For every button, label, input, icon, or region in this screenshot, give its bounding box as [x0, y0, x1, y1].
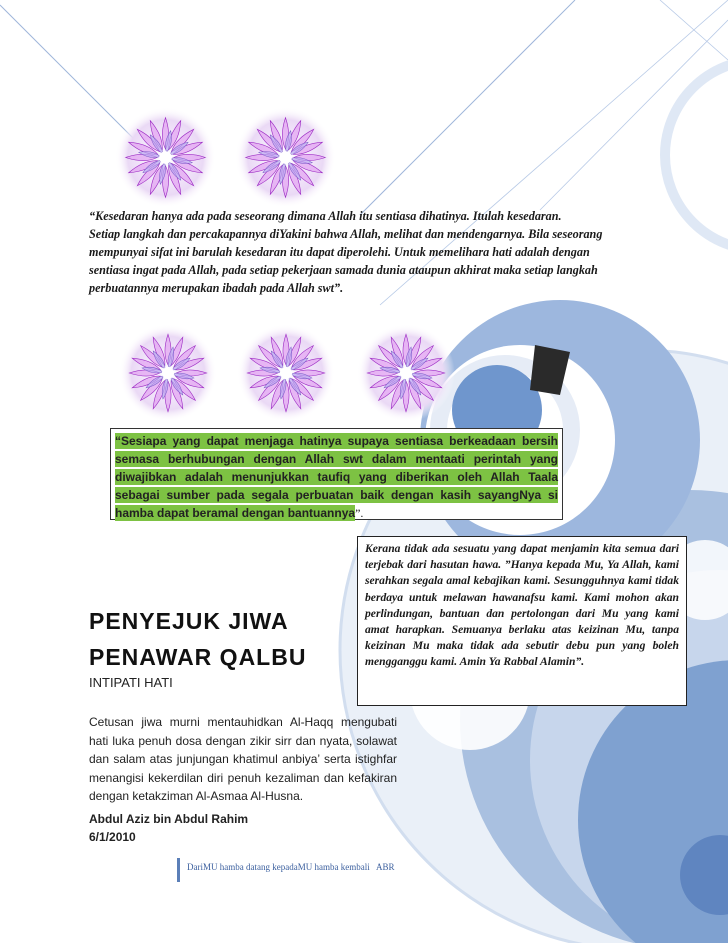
author-block	[89, 810, 248, 846]
title-line-1: PENYEJUK JIWA	[89, 608, 289, 634]
footer-text: DariMU hamba datang kepadaMU hamba kembali ABR	[187, 862, 395, 872]
top-quote-line-2: Setiap langkah dan percakapannya diYakini bahwa Allah, melihat dan mendengarnya. Bila seseorang mempunyai sifat ini barulah kesedaran itu dapat diperolehi. Untuk memelihara hati adalah dengan sentiasa ingat pada Allah, pada setiap pekerjaan samada dunia ataupun akhirat maka setiap langkah perbuatannya merupakan ibadah pada Allah swt”.	[89, 227, 603, 295]
flower-ornament	[355, 322, 457, 424]
flower-ornament	[233, 105, 338, 210]
author-name: Abdul Aziz bin Abdul Rahim	[89, 812, 249, 826]
highlighted-quote-text: “Sesiapa yang dapat menjaga hatinya supaya sentiasa berkeadaan bersih semasa berhubungan dengan Allah swt dalam mentaati perintah yang diwajibkan adalah menunjukkan taufiq yang diberikan oleh Allah Taala sebagai sumber pada segala perbuatan baik dengan kasih sayangNya si hamba dapat beramal dengan bantuannya	[115, 434, 558, 520]
page-subtitle: INTIPATI HATI	[89, 675, 173, 690]
footer-divider	[177, 858, 180, 882]
side-quote-box: Kerana tidak ada sesuatu yang dapat menjamin kita semua dari terjebak dari hasutan hawa. ”Hanya kepada Mu, Ya Allah, kami serahkan segala amal kebajikan kami. Sesungguhnya kami tidak berdaya untuk melawan hawanafsu kami. Kami mohon akan perlindungan, bantuan dan pertolongan dari Mu yang kami amat harapkan. Semuanya berlaku atas keizinan Mu, tanpa keizinan Mu maka tidak ada sebutir debu pun yang boleh mengganggu kami. Amin Ya Rabbal Alamin”.	[357, 536, 687, 706]
highlighted-quote	[115, 432, 558, 522]
flower-ornament	[235, 322, 337, 424]
description: Cetusan jiwa murni mentauhidkan Al-Haqq mengubati hati luka penuh dosa dengan zikir sirr dan nyata, solawat dan salam atas junjungan khatimul anbiya’ serta istighfar menangisi kekerdilan diri penuh kezaliman dan kefakiran dengan ketakziman Al-Asmaa Al-Husna.	[89, 715, 397, 803]
page-title	[89, 603, 359, 675]
top-quote-line-1: “Kesedaran hanya ada pada seseorang dimana Allah itu sentiasa dihatinya. Itulah kesedaran.	[89, 209, 562, 223]
flower-ornament	[117, 322, 219, 424]
top-quote	[89, 207, 629, 297]
highlighted-quote-box	[110, 428, 563, 520]
flower-ornament	[113, 105, 218, 210]
title-line-2: PENAWAR QALBU	[89, 644, 307, 670]
highlighted-quote-tail: ”.	[355, 506, 364, 520]
publish-date: 6/1/2010	[89, 830, 136, 844]
